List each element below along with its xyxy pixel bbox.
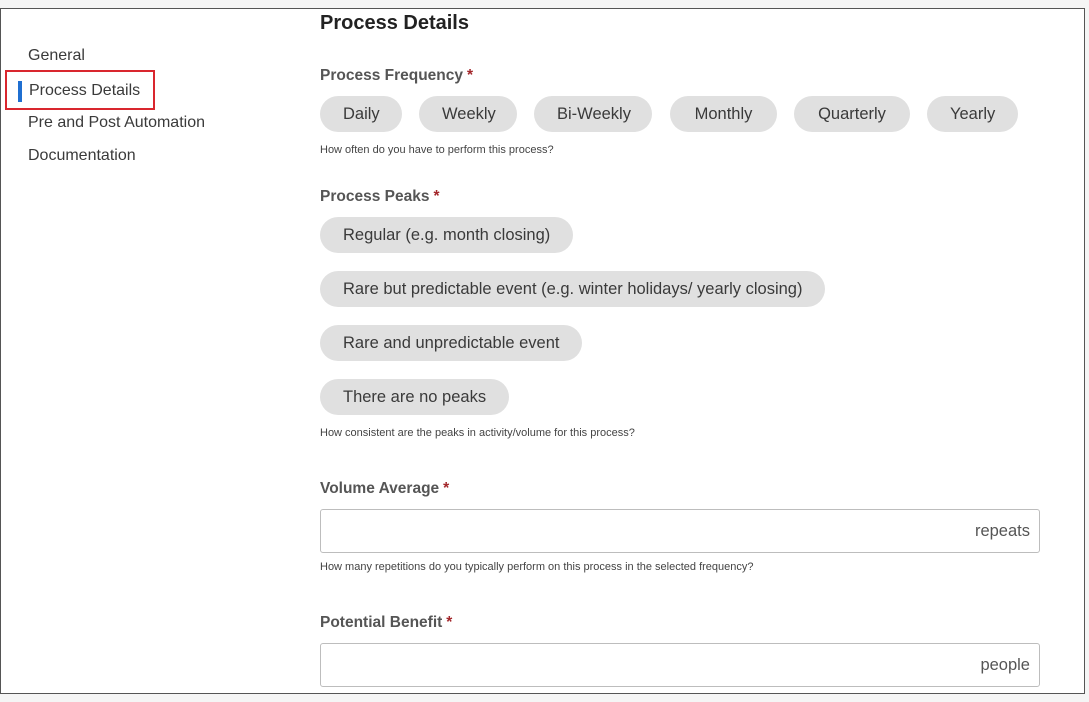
field-label-text: Potential Benefit bbox=[320, 614, 443, 631]
field-label-text: Process Frequency bbox=[320, 67, 464, 84]
frequency-option-daily[interactable]: Daily bbox=[320, 96, 402, 132]
volume-average-label bbox=[320, 480, 449, 498]
peaks-option-no-peaks[interactable]: There are no peaks bbox=[320, 379, 509, 415]
volume-suffix: repeats bbox=[974, 522, 1030, 540]
volume-average-field[interactable] bbox=[320, 509, 1040, 553]
required-mark: * bbox=[446, 614, 453, 631]
frequency-help-text: How often do you have to perform this process? bbox=[320, 144, 554, 156]
sidebar-item-label: Process Details bbox=[29, 82, 141, 99]
potential-benefit-label bbox=[320, 614, 452, 632]
sidebar-item-process-details[interactable] bbox=[5, 70, 155, 110]
process-peaks-label bbox=[320, 188, 440, 206]
potential-benefit-field[interactable] bbox=[320, 643, 1040, 687]
potential-benefit-input[interactable] bbox=[331, 652, 955, 680]
app-frame bbox=[0, 8, 1085, 694]
frequency-option-bi-weekly[interactable]: Bi-Weekly bbox=[534, 96, 652, 132]
required-mark: * bbox=[443, 480, 450, 497]
active-indicator bbox=[18, 81, 22, 102]
volume-average-input[interactable] bbox=[331, 518, 955, 546]
field-label-text: Volume Average bbox=[320, 480, 440, 497]
page-title: Process Details bbox=[320, 12, 469, 34]
peaks-option-rare-unpredictable[interactable]: Rare and unpredictable event bbox=[320, 325, 582, 361]
frequency-option-yearly[interactable]: Yearly bbox=[927, 96, 1018, 132]
peaks-option-rare-predictable[interactable]: Rare but predictable event (e.g. winter holidays/ yearly closing) bbox=[320, 271, 825, 307]
frequency-option-weekly[interactable]: Weekly bbox=[419, 96, 517, 132]
volume-help-text: How many repetitions do you typically perform on this process in the selected frequency? bbox=[320, 561, 754, 573]
required-mark: * bbox=[467, 67, 474, 84]
peaks-help-text: How consistent are the peaks in activity/volume for this process? bbox=[320, 427, 635, 439]
field-label-text: Process Peaks bbox=[320, 188, 430, 205]
benefit-suffix: people bbox=[980, 656, 1030, 674]
peaks-option-regular[interactable]: Regular (e.g. month closing) bbox=[320, 217, 573, 253]
required-mark: * bbox=[433, 188, 440, 205]
sidebar-item-general[interactable]: General bbox=[28, 47, 85, 64]
sidebar-item-documentation[interactable]: Documentation bbox=[28, 147, 136, 164]
sidebar-item-pre-and-post-automation[interactable]: Pre and Post Automation bbox=[28, 114, 205, 131]
frequency-option-quarterly[interactable]: Quarterly bbox=[794, 96, 910, 132]
frequency-option-monthly[interactable]: Monthly bbox=[670, 96, 777, 132]
process-frequency-label bbox=[320, 67, 473, 85]
